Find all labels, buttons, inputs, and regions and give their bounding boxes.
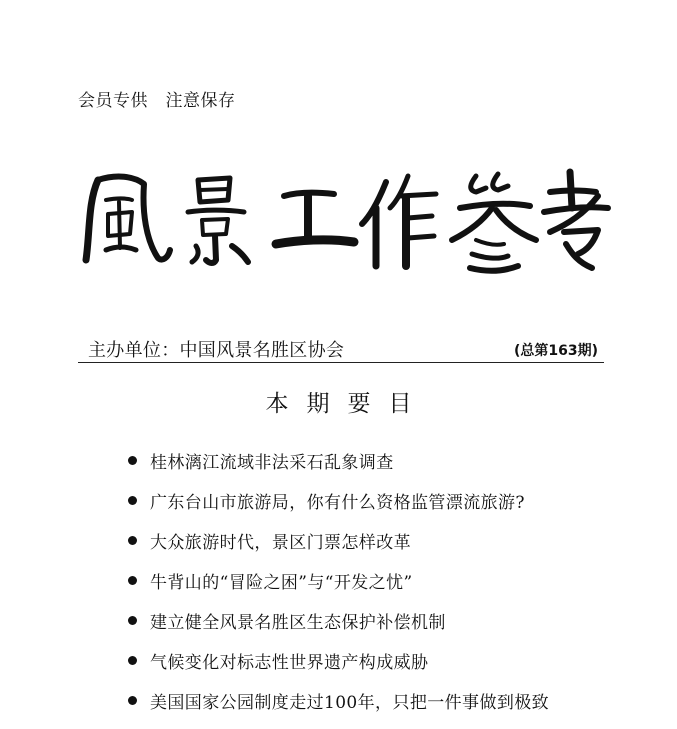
contents-item	[128, 480, 549, 520]
contents-item-text: 气候变化对标志性世界遗产构成威胁	[150, 652, 429, 673]
calligraphy-logo	[72, 162, 612, 280]
bullet-icon	[128, 496, 137, 505]
contents-item-text: 大众旅游时代，景区门票怎样改革	[150, 532, 411, 553]
glyph-kao	[544, 172, 608, 268]
masthead-calligraphy	[72, 162, 612, 280]
member-notice: 会员专供 注意保存	[78, 91, 236, 111]
contents-item-text: 牛背山的“冒险之困”与“开发之忧”	[150, 572, 413, 593]
glyph-zuo	[362, 176, 436, 266]
glyph-feng	[86, 177, 170, 260]
bullet-icon	[128, 616, 137, 625]
contents-item-text: 桂林漓江流域非法采石乱象调查	[150, 452, 394, 473]
contents-item	[128, 680, 549, 720]
bullet-icon	[128, 696, 137, 705]
issue-number: (总第163期)	[513, 343, 598, 359]
contents-item	[128, 520, 549, 560]
sponsor-bar	[78, 336, 604, 363]
contents-item-text: 建立健全风景名胜区生态保护补偿机制	[150, 612, 446, 633]
contents-item-text: 广东台山市旅游局，你有什么资格监管漂流旅游?	[150, 492, 525, 513]
contents-list	[128, 440, 549, 720]
bullet-icon	[128, 576, 137, 585]
bullet-icon	[128, 456, 137, 465]
glyph-gong	[276, 193, 354, 244]
contents-item	[128, 640, 549, 680]
sponsor-label: 主办单位：中国风景名胜区协会	[88, 340, 345, 361]
bullet-icon	[128, 536, 137, 545]
contents-item	[128, 440, 549, 480]
glyph-can	[452, 174, 536, 271]
contents-item-text: 美国国家公园制度走过100年，只把一件事做到极致	[150, 692, 550, 713]
contents-item	[128, 560, 549, 600]
glyph-jing	[188, 178, 248, 263]
contents-item	[128, 600, 549, 640]
contents-heading: 本期要目	[265, 391, 430, 417]
bullet-icon	[128, 656, 137, 665]
